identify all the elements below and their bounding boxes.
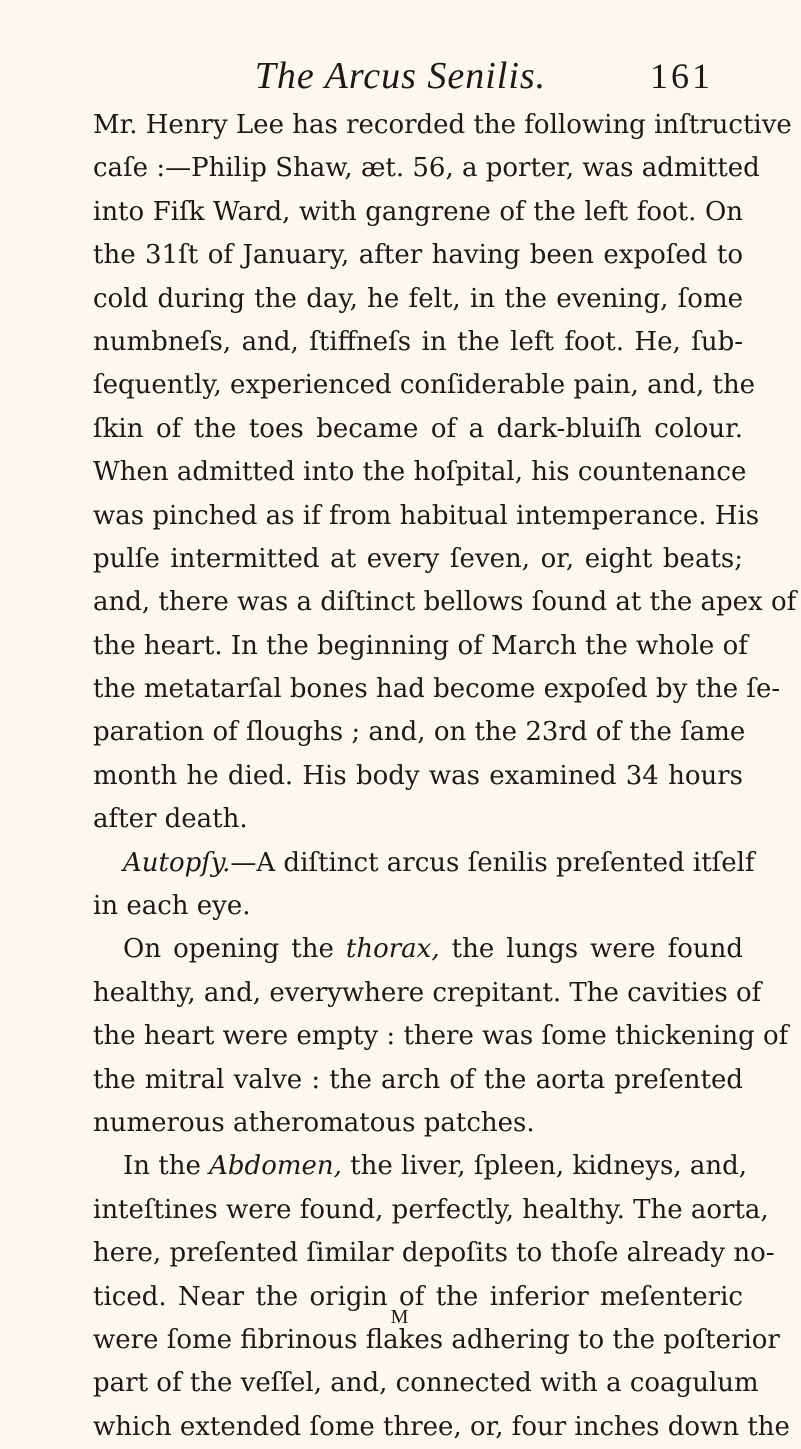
text-run: —A diſtinct arcus ſenilis preſented itſelf [230,847,755,878]
section-heading-autopsy: Autopſy. [123,847,231,878]
text-line: paration of ſloughs ; and, on the 23rd of the ſame [93,717,746,748]
text-line: numerous atheromatous patches. [93,1107,535,1138]
text-line: in each eye. [93,891,251,922]
text-line: here, preſented ſimilar depoſits to thoſe already no- [93,1238,775,1269]
text-line: When admitted into the hoſpital, his countenance [93,457,747,488]
body-text [93,104,797,1449]
running-title: The Arcus Senilis. [254,55,547,97]
text-line: ſequently, experienced conſiderable pain, and, the [93,370,756,401]
running-head [0,52,801,100]
text-run: the liver, ſpleen, kidneys, and, [341,1151,748,1182]
text-line: the mitral valve : the arch of the aorta preſented [93,1064,743,1095]
text-line: pulſe intermitted at every ſeven, or, eight beats; [93,543,743,574]
text-line: the heart. In the beginning of March the whole of [93,630,748,661]
text-line: which extended ſome three, or, four inches down the [93,1411,790,1442]
text-line: cold during the day, he felt, in the evening, ſome [93,283,743,314]
text-line: into Fiſk Ward, with gangrene of the left foot. On [93,196,743,227]
signature-mark: M [390,1306,411,1328]
text-line: caſe :—Philip Shaw, æt. 56, a porter, was admitted [93,153,760,184]
text-line: after death. [93,804,248,835]
emphasis-abdomen: Abdomen, [209,1151,342,1182]
text-line: part of the veſſel, and, connected with a coagulum [93,1368,759,1399]
text-run: In the [123,1151,210,1182]
page-number: 161 [650,56,713,96]
text-run: On opening the [123,934,346,965]
text-line: ticed. Near the origin of the inferior meſenteric [93,1281,743,1312]
text-line: ſkin of the toes became of a dark-bluiſh colour. [93,413,743,444]
emphasis-thorax: thorax, [345,934,440,965]
text-run: the lungs were found [439,934,743,965]
text-line: Mr. Henry Lee has recorded the following inſtructive [93,110,792,140]
text-line: healthy, and, everywhere crepitant. The cavities of [93,977,762,1008]
text-line: numbneſs, and, ſtiffneſs in the left foot. He, ſub- [93,326,743,357]
text-line: and, there was a diſtinct bellows ſound at the apex of [93,587,797,618]
text-line: was pinched as if from habitual intemperance. His [93,500,760,531]
text-line [93,928,743,971]
text-line: the metatarſal bones had become expoſed by the ſe- [93,674,781,705]
text-line [93,842,755,885]
text-line: were ſome fibrinous flakes adhering to the poſterior [93,1324,780,1355]
text-line [93,1145,748,1188]
text-line: month he died. His body was examined 34 hours [93,760,743,791]
text-line: the heart were empty : there was ſome thickening of [93,1021,789,1052]
text-line: inteſtines were found, perfectly, healthy. The aorta, [93,1194,769,1225]
text-line: the 31ſt of January, after having been expoſed to [93,240,743,271]
